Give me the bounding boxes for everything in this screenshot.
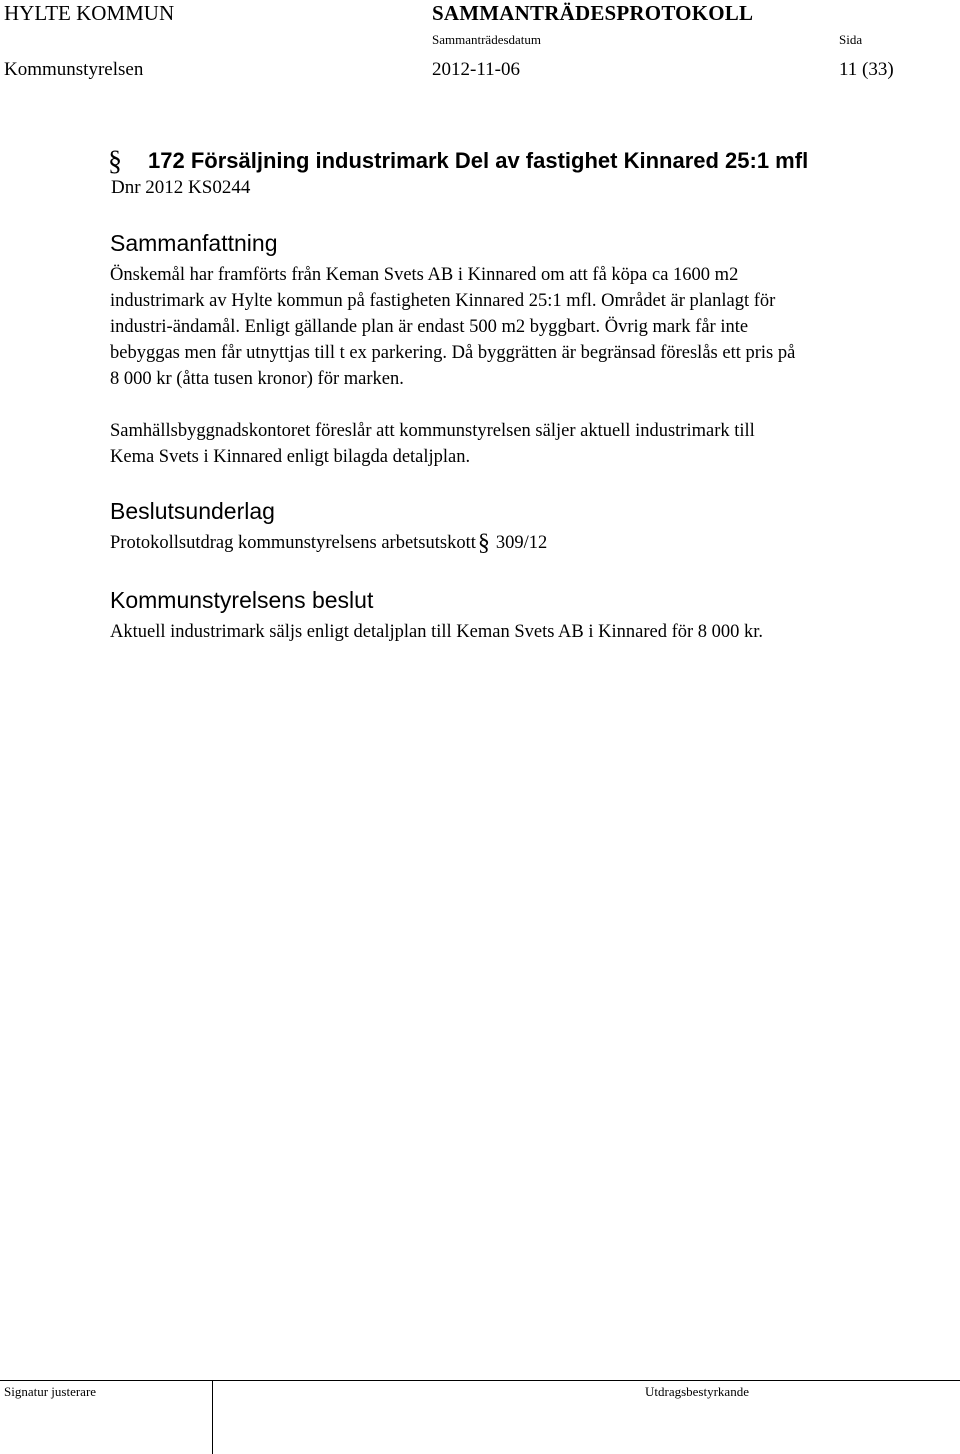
municipality-name: HYLTE KOMMUN	[4, 1, 175, 25]
case-registration-number: Dnr 2012 KS0244	[111, 177, 251, 198]
decision-text	[110, 619, 950, 645]
summary-line: Önskemål har framförts från Keman Svets AB i Kinnared om att få köpa ca 1600 m2	[110, 265, 739, 285]
page-label: Sida	[839, 32, 863, 47]
signature-label: Signatur justerare	[4, 1384, 97, 1399]
extract-verification-label: Utdragsbestyrkande	[645, 1384, 749, 1399]
basis-heading: Beslutsunderlag	[110, 498, 275, 524]
document-title: SAMMANTRÄDESPROTOKOLL	[432, 1, 754, 25]
meeting-date-label: Sammanträdesdatum	[432, 32, 542, 47]
summary-line: Samhällsbyggnadskontoret föreslår att kommunstyrelsen säljer aktuell industrimark till	[110, 421, 755, 441]
decision-line: Aktuell industrimark säljs enligt detaljplan till Keman Svets AB i Kinnared för 8 000 kr.	[110, 622, 764, 642]
basis-line	[110, 530, 950, 556]
case-title: 172 Försäljning industrimark Del av fastighet Kinnared 25:1 mfl	[148, 148, 809, 173]
summary-line: Kema Svets i Kinnared enligt bilagda detaljplan.	[110, 447, 471, 467]
committee-name: Kommunstyrelsen	[4, 59, 144, 80]
basis-text-before: Protokollsutdrag kommunstyrelsens arbetsutskott	[110, 533, 476, 553]
decision-heading: Kommunstyrelsens beslut	[110, 587, 374, 613]
summary-line: industrimark av Hylte kommun på fastigheten Kinnared 25:1 mfl. Området är planlagt för	[110, 291, 776, 311]
summary-paragraph-1	[110, 262, 950, 392]
summary-line: 8 000 kr (åtta tusen kronor) för marken.	[110, 369, 404, 389]
basis-text-after: 309/12	[495, 533, 548, 553]
section-symbol: §	[108, 146, 122, 177]
footer-divider	[0, 1380, 960, 1381]
summary-paragraph-2	[110, 418, 950, 470]
summary-line: industri-ändamål. Enligt gällande plan är endast 500 m2 byggbart. Övrig mark får inte	[110, 317, 749, 337]
meeting-date: 2012-11-06	[432, 59, 520, 80]
page-number: 11 (33)	[839, 59, 894, 80]
basis-section-symbol: §	[477, 530, 490, 556]
footer-column-divider	[212, 1380, 213, 1454]
basis-text	[110, 530, 950, 556]
summary-heading: Sammanfattning	[110, 230, 278, 256]
summary-line: bebyggas men får utnyttjas till t ex parkering. Då byggrätten är begränsad föreslås ett pris på	[110, 343, 796, 363]
